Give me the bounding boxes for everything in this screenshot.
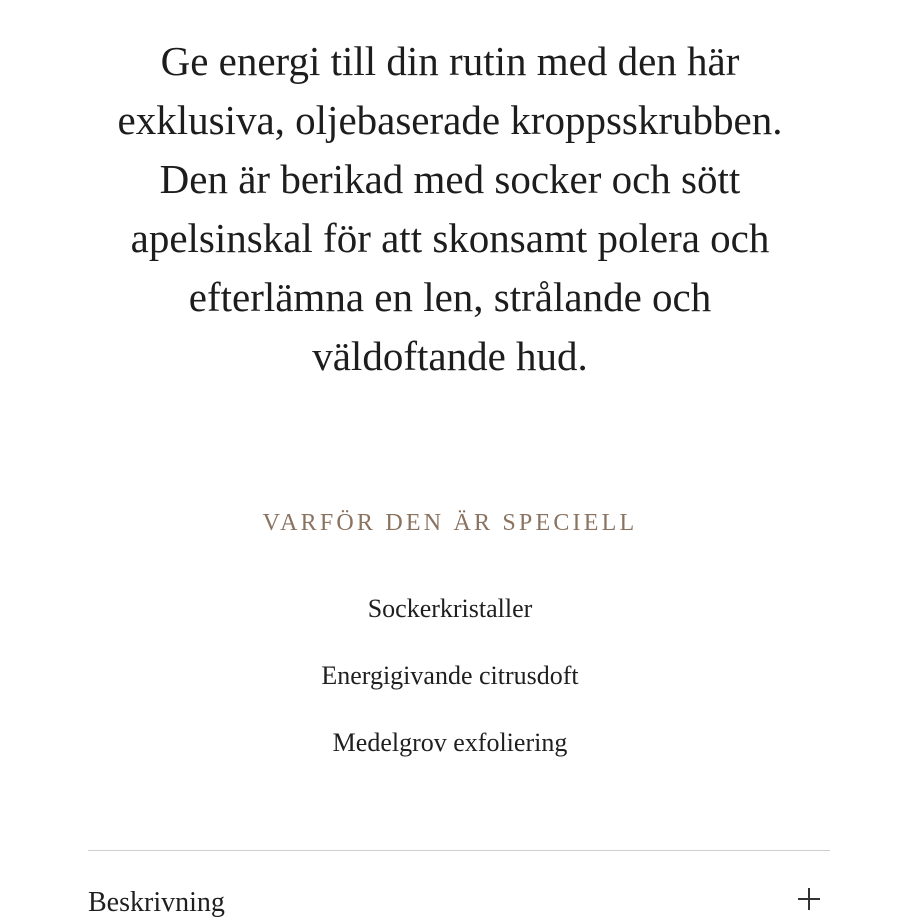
description-line: Ge energi till din rutin med den här [160, 38, 740, 84]
feature-item-sugar-crystals: Sockerkristaller [367, 594, 533, 623]
description-line: efterlämna en len, strålande och [188, 274, 712, 320]
feature-item-citrus-scent: Energigivande citrusdoft [321, 661, 579, 690]
accordion-title: Beskrivning [88, 887, 225, 918]
why-special-heading: VARFÖR DEN ÄR SPECIELL [262, 510, 638, 536]
description-line: exklusiva, oljebaserade kroppsskrubben. [117, 97, 783, 143]
product-description [70, 32, 830, 386]
description-line: Den är berikad med socker och sött [159, 156, 741, 202]
feature-list [0, 592, 900, 793]
description-accordion-toggle[interactable] [88, 852, 830, 918]
description-line: väldoftande hud. [312, 333, 588, 379]
description-line: apelsinskal för att skonsamt polera och [130, 215, 770, 261]
plus-icon[interactable] [798, 888, 820, 910]
section-divider [88, 850, 830, 851]
feature-item-medium-exfoliation: Medelgrov exfoliering [332, 728, 568, 757]
